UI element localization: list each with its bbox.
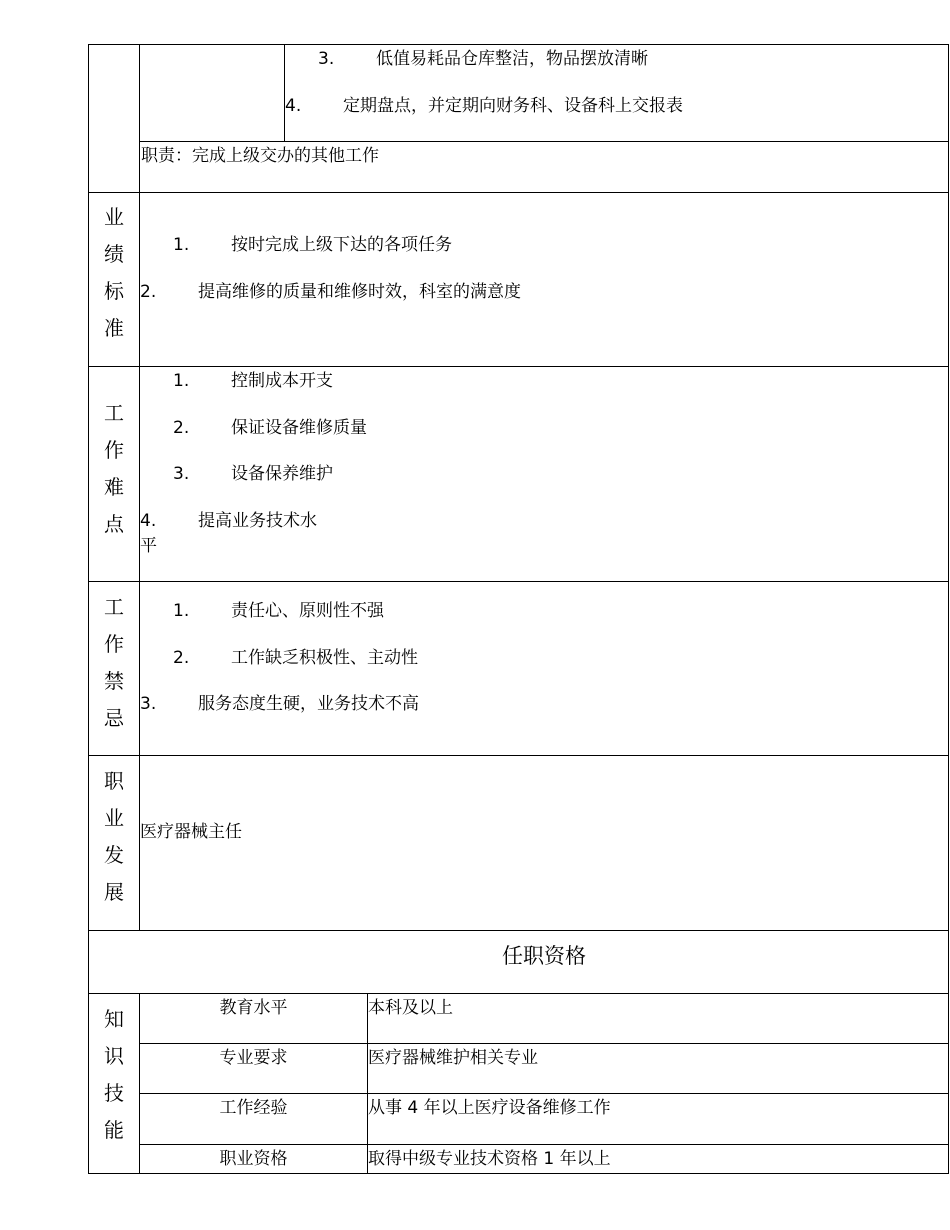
list-number: 1. xyxy=(173,601,190,621)
taboos-label: 工 作 禁 忌 xyxy=(104,595,124,730)
list-item-text: 低值易耗品仓库整洁，物品摆放清晰 xyxy=(376,49,648,69)
qualifications-title: 任职资格 xyxy=(502,944,586,968)
row-line xyxy=(139,1144,949,1145)
list-number: 3. xyxy=(140,694,157,714)
qualification-value: 取得中级专业技术资格 1 年以上 xyxy=(368,1149,611,1169)
list-number: 2. xyxy=(173,418,190,438)
qualifications-label: 知 识 技 能 xyxy=(104,1007,124,1142)
duty-note: 职责：完成上级交办的其他工作 xyxy=(141,146,379,166)
row-line xyxy=(139,141,949,142)
career-text: 医疗器械主任 xyxy=(140,822,242,842)
list-item-text: 提高维修的质量和维修时效，科室的满意度 xyxy=(198,282,521,302)
list-item-text: 设备保养维护 xyxy=(231,464,333,484)
qualification-key: 工作经验 xyxy=(219,1098,288,1118)
performance-label: 业 绩 标 准 xyxy=(104,205,124,340)
qualification-key: 职业资格 xyxy=(219,1149,288,1169)
row-line xyxy=(139,1043,949,1044)
row-line xyxy=(88,366,949,367)
list-number: 1. xyxy=(173,235,190,255)
list-item-text: 按时完成上级下达的各项任务 xyxy=(231,235,452,255)
list-item-text: 服务态度生硬，业务技术不高 xyxy=(198,694,419,714)
table-border-right xyxy=(948,44,949,1174)
qualification-key: 专业要求 xyxy=(219,1048,288,1068)
row-line xyxy=(139,1093,949,1094)
top-inner-divider xyxy=(284,44,285,142)
difficulties-label: 工 作 难 点 xyxy=(104,401,124,536)
career-label: 职 业 发 展 xyxy=(104,769,124,904)
qualification-value: 从事 4 年以上医疗设备维修工作 xyxy=(368,1098,611,1118)
list-item-text: 提高业务技术水 xyxy=(198,511,317,531)
row-line xyxy=(88,192,949,193)
row-line xyxy=(88,581,949,582)
list-item-text: 责任心、原则性不强 xyxy=(231,601,384,621)
qualification-key: 教育水平 xyxy=(219,998,288,1018)
label-column-divider xyxy=(139,44,140,931)
list-item-text: 定期盘点，并定期向财务科、设备科上交报表 xyxy=(343,96,683,116)
list-item-continuation: 平 xyxy=(140,536,157,556)
label-column-divider-lower xyxy=(139,993,140,1174)
list-number: 2. xyxy=(173,648,190,668)
list-item-text: 保证设备维修质量 xyxy=(231,418,367,438)
list-number: 3. xyxy=(173,464,190,484)
qualification-divider xyxy=(367,993,368,1174)
row-line xyxy=(88,755,949,756)
row-line xyxy=(88,993,949,994)
list-item-text: 工作缺乏积极性、主动性 xyxy=(231,648,418,668)
table-border-top xyxy=(88,44,949,45)
list-number: 4. xyxy=(285,96,302,116)
table-border-bottom xyxy=(88,1173,949,1174)
list-number: 4. xyxy=(140,511,157,531)
row-line xyxy=(88,930,949,931)
list-number: 1. xyxy=(173,371,190,391)
list-item-text: 控制成本开支 xyxy=(231,371,333,391)
list-number: 2. xyxy=(140,282,157,302)
list-number: 3. xyxy=(318,49,335,69)
qualification-value: 本科及以上 xyxy=(368,998,453,1018)
qualification-value: 医疗器械维护相关专业 xyxy=(368,1048,538,1068)
